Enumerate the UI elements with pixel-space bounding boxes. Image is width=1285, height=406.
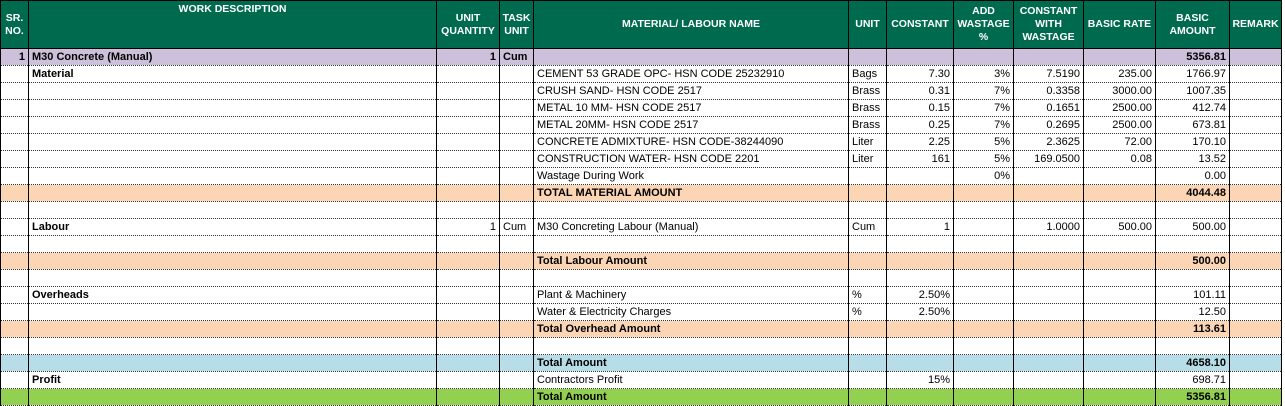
table-row — [1, 321, 1282, 338]
cell-task-unit[interactable] — [500, 202, 534, 219]
cell-unit[interactable]: Bags — [849, 66, 887, 83]
table-row — [1, 338, 1282, 355]
cell-material-labour-name[interactable]: CONCRETE ADMIXTURE- HSN CODE-38244090 — [534, 134, 849, 151]
cell-add-wastage[interactable] — [954, 202, 1014, 219]
table-row — [1, 236, 1282, 253]
cell-constant[interactable]: 2.25 — [887, 134, 954, 151]
cell-remark[interactable] — [1230, 270, 1282, 287]
header-add-wastage[interactable]: ADD WASTAGE % — [954, 1, 1014, 49]
cell-constant-with-wastage[interactable] — [1014, 202, 1084, 219]
cell-work-description[interactable]: Labour — [29, 219, 437, 236]
table-row — [1, 355, 1282, 372]
cell-material-labour-name[interactable]: Total Amount — [534, 389, 849, 406]
cell-basic-amount[interactable]: 4044.48 — [1156, 185, 1230, 202]
cell-material-labour-name[interactable]: Contractors Profit — [534, 372, 849, 389]
cell-basic-rate[interactable]: 235.00 — [1084, 66, 1156, 83]
cell-unit-quantity[interactable] — [437, 100, 500, 117]
cell-basic-rate[interactable]: 2500.00 — [1084, 100, 1156, 117]
cell-constant-with-wastage[interactable] — [1014, 253, 1084, 270]
cell-material-labour-name[interactable] — [534, 49, 849, 66]
header-constant[interactable]: CONSTANT — [887, 1, 954, 49]
cell-basic-amount[interactable] — [1156, 338, 1230, 355]
cell-unit[interactable] — [849, 321, 887, 338]
cell-add-wastage[interactable] — [954, 389, 1014, 406]
cell-basic-amount[interactable]: 500.00 — [1156, 253, 1230, 270]
cell-work-description[interactable] — [29, 253, 437, 270]
cell-unit[interactable]: Brass — [849, 83, 887, 100]
cell-basic-amount[interactable]: 5356.81 — [1156, 389, 1230, 406]
cell-constant[interactable]: 7.30 — [887, 66, 954, 83]
table-row — [1, 134, 1282, 151]
cell-remark[interactable] — [1230, 253, 1282, 270]
cell-constant[interactable]: 15% — [887, 372, 954, 389]
cell-add-wastage[interactable] — [954, 321, 1014, 338]
cell-task-unit[interactable] — [500, 304, 534, 321]
table-row — [1, 287, 1282, 304]
cell-constant[interactable]: 2.50% — [887, 304, 954, 321]
cell-sr-no[interactable] — [1, 185, 29, 202]
cell-sr-no[interactable] — [1, 253, 29, 270]
cell-sr-no[interactable] — [1, 202, 29, 219]
cell-remark[interactable] — [1230, 151, 1282, 168]
cell-task-unit[interactable] — [500, 287, 534, 304]
cell-constant-with-wastage[interactable]: 7.5190 — [1014, 66, 1084, 83]
cell-work-description[interactable] — [29, 270, 437, 287]
cell-constant[interactable] — [887, 49, 954, 66]
cell-unit[interactable] — [849, 270, 887, 287]
cell-unit[interactable] — [849, 355, 887, 372]
cell-work-description[interactable] — [29, 117, 437, 134]
cell-constant[interactable] — [887, 168, 954, 185]
cell-remark[interactable] — [1230, 372, 1282, 389]
cell-work-description[interactable] — [29, 168, 437, 185]
cell-basic-amount[interactable]: 1766.97 — [1156, 66, 1230, 83]
cell-remark[interactable] — [1230, 117, 1282, 134]
cell-unit-quantity[interactable] — [437, 270, 500, 287]
cell-sr-no[interactable] — [1, 100, 29, 117]
cell-remark[interactable] — [1230, 355, 1282, 372]
cell-constant-with-wastage[interactable] — [1014, 304, 1084, 321]
cell-basic-rate[interactable]: 72.00 — [1084, 134, 1156, 151]
cell-material-labour-name[interactable]: Total Labour Amount — [534, 253, 849, 270]
cell-remark[interactable] — [1230, 185, 1282, 202]
table-row — [1, 151, 1282, 168]
cell-sr-no[interactable] — [1, 219, 29, 236]
cell-unit-quantity[interactable] — [437, 202, 500, 219]
cell-work-description[interactable]: Profit — [29, 372, 437, 389]
cell-basic-amount[interactable]: 13.52 — [1156, 151, 1230, 168]
cell-basic-rate[interactable] — [1084, 355, 1156, 372]
cell-remark[interactable] — [1230, 304, 1282, 321]
cell-add-wastage[interactable]: 7% — [954, 100, 1014, 117]
cell-basic-amount[interactable]: 673.81 — [1156, 117, 1230, 134]
cell-basic-amount[interactable] — [1156, 236, 1230, 253]
cell-add-wastage[interactable]: 5% — [954, 134, 1014, 151]
cell-task-unit[interactable] — [500, 372, 534, 389]
cell-basic-rate[interactable] — [1084, 168, 1156, 185]
header-constant-with-wastage[interactable]: CONSTANT WITH WASTAGE — [1014, 1, 1084, 49]
cell-constant-with-wastage[interactable] — [1014, 389, 1084, 406]
cell-unit-quantity[interactable] — [437, 372, 500, 389]
cell-work-description[interactable] — [29, 185, 437, 202]
cell-task-unit[interactable] — [500, 389, 534, 406]
cell-constant[interactable] — [887, 389, 954, 406]
cell-basic-rate[interactable] — [1084, 49, 1156, 66]
cell-basic-rate[interactable] — [1084, 236, 1156, 253]
cell-add-wastage[interactable] — [954, 355, 1014, 372]
cell-unit-quantity[interactable] — [437, 236, 500, 253]
cell-add-wastage[interactable]: 5% — [954, 151, 1014, 168]
cell-basic-amount[interactable]: 5356.81 — [1156, 49, 1230, 66]
table-row — [1, 253, 1282, 270]
cell-work-description[interactable] — [29, 355, 437, 372]
cell-constant-with-wastage[interactable]: 1.0000 — [1014, 219, 1084, 236]
cell-basic-rate[interactable]: 0.08 — [1084, 151, 1156, 168]
cell-add-wastage[interactable] — [954, 304, 1014, 321]
cell-remark[interactable] — [1230, 134, 1282, 151]
cell-material-labour-name[interactable]: M30 Concreting Labour (Manual) — [534, 219, 849, 236]
cell-constant[interactable]: 0.15 — [887, 100, 954, 117]
cell-constant[interactable] — [887, 236, 954, 253]
cell-work-description[interactable] — [29, 304, 437, 321]
cell-constant-with-wastage[interactable] — [1014, 49, 1084, 66]
header-unit[interactable]: UNIT — [849, 1, 887, 49]
cell-task-unit[interactable] — [500, 83, 534, 100]
cell-unit-quantity[interactable] — [437, 185, 500, 202]
cell-work-description[interactable] — [29, 202, 437, 219]
header-row — [1, 1, 1282, 49]
cell-constant[interactable]: 1 — [887, 219, 954, 236]
cell-sr-no[interactable] — [1, 66, 29, 83]
cell-constant[interactable]: 2.50% — [887, 287, 954, 304]
table-row — [1, 270, 1282, 287]
cell-constant-with-wastage[interactable] — [1014, 168, 1084, 185]
cell-sr-no[interactable] — [1, 270, 29, 287]
cell-constant[interactable] — [887, 338, 954, 355]
cell-constant-with-wastage[interactable] — [1014, 355, 1084, 372]
cell-material-labour-name[interactable]: CEMENT 53 GRADE OPC- HSN CODE 25232910 — [534, 66, 849, 83]
cell-basic-rate[interactable]: 500.00 — [1084, 219, 1156, 236]
cell-material-labour-name[interactable]: METAL 20MM- HSN CODE 2517 — [534, 117, 849, 134]
cell-remark[interactable] — [1230, 168, 1282, 185]
header-remark[interactable]: REMARK — [1230, 1, 1282, 49]
cell-work-description[interactable] — [29, 134, 437, 151]
cell-unit[interactable]: Brass — [849, 117, 887, 134]
cell-basic-rate[interactable] — [1084, 321, 1156, 338]
cell-task-unit[interactable]: Cum — [500, 49, 534, 66]
cell-add-wastage[interactable] — [954, 236, 1014, 253]
header-material-labour-name[interactable]: MATERIAL/ LABOUR NAME — [534, 1, 849, 49]
header-basic-amount[interactable]: BASIC AMOUNT — [1156, 1, 1230, 49]
header-work-description[interactable]: WORK DESCRIPTION — [29, 1, 437, 49]
cell-unit-quantity[interactable] — [437, 321, 500, 338]
cell-task-unit[interactable] — [500, 185, 534, 202]
cell-material-labour-name[interactable]: Total Amount — [534, 355, 849, 372]
cell-task-unit[interactable] — [500, 134, 534, 151]
table-row — [1, 49, 1282, 66]
cell-remark[interactable] — [1230, 66, 1282, 83]
cell-work-description[interactable] — [29, 100, 437, 117]
cell-constant-with-wastage[interactable]: 0.1651 — [1014, 100, 1084, 117]
cell-unit-quantity[interactable] — [437, 66, 500, 83]
cell-basic-rate[interactable] — [1084, 304, 1156, 321]
table-row — [1, 202, 1282, 219]
cell-basic-amount[interactable]: 1007.35 — [1156, 83, 1230, 100]
table-row — [1, 117, 1282, 134]
cell-material-labour-name[interactable] — [534, 202, 849, 219]
cell-material-labour-name[interactable]: Wastage During Work — [534, 168, 849, 185]
cell-task-unit[interactable] — [500, 355, 534, 372]
cell-sr-no[interactable] — [1, 117, 29, 134]
cell-task-unit[interactable] — [500, 270, 534, 287]
table-row — [1, 304, 1282, 321]
cell-constant[interactable] — [887, 321, 954, 338]
cell-add-wastage[interactable] — [954, 338, 1014, 355]
cell-constant[interactable] — [887, 185, 954, 202]
cell-constant[interactable] — [887, 253, 954, 270]
cell-task-unit[interactable] — [500, 321, 534, 338]
cell-basic-amount[interactable] — [1156, 202, 1230, 219]
cell-task-unit[interactable] — [500, 100, 534, 117]
cell-constant-with-wastage[interactable]: 0.3358 — [1014, 83, 1084, 100]
cell-constant-with-wastage[interactable] — [1014, 236, 1084, 253]
cell-remark[interactable] — [1230, 338, 1282, 355]
cell-add-wastage[interactable]: 3% — [954, 66, 1014, 83]
cell-remark[interactable] — [1230, 202, 1282, 219]
cell-work-description[interactable] — [29, 338, 437, 355]
cell-sr-no[interactable]: 1 — [1, 49, 29, 66]
cell-unit[interactable]: % — [849, 287, 887, 304]
cell-basic-amount[interactable]: 500.00 — [1156, 219, 1230, 236]
table-row — [1, 66, 1282, 83]
cell-unit[interactable] — [849, 253, 887, 270]
cell-add-wastage[interactable] — [954, 219, 1014, 236]
cell-basic-rate[interactable] — [1084, 338, 1156, 355]
cell-unit[interactable]: Cum — [849, 219, 887, 236]
cell-add-wastage[interactable]: 7% — [954, 83, 1014, 100]
cell-sr-no[interactable] — [1, 168, 29, 185]
cell-add-wastage[interactable] — [954, 287, 1014, 304]
cell-unit[interactable]: % — [849, 304, 887, 321]
cell-unit-quantity[interactable]: 1 — [437, 49, 500, 66]
cell-material-labour-name[interactable] — [534, 270, 849, 287]
cell-basic-rate[interactable] — [1084, 185, 1156, 202]
cell-unit-quantity[interactable] — [437, 151, 500, 168]
cell-task-unit[interactable] — [500, 117, 534, 134]
cell-basic-rate[interactable] — [1084, 270, 1156, 287]
cell-unit-quantity[interactable]: 1 — [437, 219, 500, 236]
table-row — [1, 185, 1282, 202]
cell-unit-quantity[interactable] — [437, 287, 500, 304]
cell-work-description[interactable] — [29, 321, 437, 338]
cell-constant-with-wastage[interactable]: 2.3625 — [1014, 134, 1084, 151]
cell-unit[interactable] — [849, 202, 887, 219]
cell-work-description[interactable] — [29, 236, 437, 253]
cell-unit[interactable] — [849, 49, 887, 66]
cell-basic-amount[interactable]: 412.74 — [1156, 100, 1230, 117]
cell-add-wastage[interactable] — [954, 253, 1014, 270]
cell-add-wastage[interactable] — [954, 185, 1014, 202]
cell-unit-quantity[interactable] — [437, 338, 500, 355]
header-sr-no[interactable]: SR. NO. — [1, 1, 29, 49]
cell-basic-rate[interactable] — [1084, 253, 1156, 270]
cell-add-wastage[interactable]: 0% — [954, 168, 1014, 185]
cell-constant[interactable]: 161 — [887, 151, 954, 168]
cell-sr-no[interactable] — [1, 304, 29, 321]
cell-unit-quantity[interactable] — [437, 253, 500, 270]
cell-work-description[interactable]: M30 Concrete (Manual) — [29, 49, 437, 66]
cell-remark[interactable] — [1230, 100, 1282, 117]
cell-basic-rate[interactable] — [1084, 202, 1156, 219]
cell-unit-quantity[interactable] — [437, 355, 500, 372]
cell-basic-amount[interactable]: 12.50 — [1156, 304, 1230, 321]
cell-task-unit[interactable] — [500, 66, 534, 83]
cell-unit-quantity[interactable] — [437, 134, 500, 151]
cell-material-labour-name[interactable]: CRUSH SAND- HSN CODE 2517 — [534, 83, 849, 100]
table-row — [1, 100, 1282, 117]
cell-sr-no[interactable] — [1, 151, 29, 168]
cell-task-unit[interactable] — [500, 236, 534, 253]
cell-basic-rate[interactable] — [1084, 389, 1156, 406]
cell-constant-with-wastage[interactable] — [1014, 270, 1084, 287]
cell-material-labour-name[interactable]: Water & Electricity Charges — [534, 304, 849, 321]
cell-sr-no[interactable] — [1, 355, 29, 372]
cell-unit[interactable]: Brass — [849, 100, 887, 117]
cell-constant-with-wastage[interactable] — [1014, 287, 1084, 304]
cell-add-wastage[interactable] — [954, 270, 1014, 287]
header-basic-rate[interactable]: BASIC RATE — [1084, 1, 1156, 49]
cell-sr-no[interactable] — [1, 321, 29, 338]
cell-constant-with-wastage[interactable] — [1014, 372, 1084, 389]
cell-sr-no[interactable] — [1, 134, 29, 151]
cell-task-unit[interactable] — [500, 338, 534, 355]
table-row — [1, 372, 1282, 389]
cell-material-labour-name[interactable]: Total Overhead Amount — [534, 321, 849, 338]
cell-basic-rate[interactable]: 2500.00 — [1084, 117, 1156, 134]
cell-constant-with-wastage[interactable] — [1014, 338, 1084, 355]
cell-basic-amount[interactable]: 113.61 — [1156, 321, 1230, 338]
cell-constant-with-wastage[interactable]: 169.0500 — [1014, 151, 1084, 168]
cell-constant-with-wastage[interactable]: 0.2695 — [1014, 117, 1084, 134]
cell-task-unit[interactable] — [500, 151, 534, 168]
cell-basic-amount[interactable]: 101.11 — [1156, 287, 1230, 304]
cell-basic-amount[interactable]: 0.00 — [1156, 168, 1230, 185]
table-row — [1, 389, 1282, 406]
cell-remark[interactable] — [1230, 49, 1282, 66]
cell-work-description[interactable]: Overheads — [29, 287, 437, 304]
cell-add-wastage[interactable]: 7% — [954, 117, 1014, 134]
cell-material-labour-name[interactable]: Plant & Machinery — [534, 287, 849, 304]
header-task-unit[interactable]: TASK UNIT — [500, 1, 534, 49]
cell-sr-no[interactable] — [1, 338, 29, 355]
cell-unit-quantity[interactable] — [437, 168, 500, 185]
cell-work-description[interactable]: Material — [29, 66, 437, 83]
cell-material-labour-name[interactable] — [534, 236, 849, 253]
cell-basic-amount[interactable]: 698.71 — [1156, 372, 1230, 389]
cell-constant[interactable]: 0.25 — [887, 117, 954, 134]
cell-add-wastage[interactable] — [954, 49, 1014, 66]
cell-unit[interactable] — [849, 389, 887, 406]
table-row — [1, 168, 1282, 185]
cell-unit[interactable] — [849, 372, 887, 389]
table-row — [1, 219, 1282, 236]
cell-constant[interactable]: 0.31 — [887, 83, 954, 100]
header-unit-quantity[interactable]: UNIT QUANTITY — [437, 1, 500, 49]
cell-sr-no[interactable] — [1, 372, 29, 389]
cell-constant[interactable] — [887, 355, 954, 372]
cell-unit-quantity[interactable] — [437, 83, 500, 100]
cell-unit[interactable] — [849, 168, 887, 185]
cell-basic-rate[interactable] — [1084, 287, 1156, 304]
cell-work-description[interactable] — [29, 151, 437, 168]
cell-task-unit[interactable]: Cum — [500, 219, 534, 236]
cell-basic-amount[interactable]: 4658.10 — [1156, 355, 1230, 372]
cell-work-description[interactable] — [29, 83, 437, 100]
cell-unit-quantity[interactable] — [437, 117, 500, 134]
cell-material-labour-name[interactable]: METAL 10 MM- HSN CODE 2517 — [534, 100, 849, 117]
cell-basic-rate[interactable]: 3000.00 — [1084, 83, 1156, 100]
cell-remark[interactable] — [1230, 389, 1282, 406]
cell-unit-quantity[interactable] — [437, 304, 500, 321]
table-row — [1, 83, 1282, 100]
cell-material-labour-name[interactable]: TOTAL MATERIAL AMOUNT — [534, 185, 849, 202]
cell-sr-no[interactable] — [1, 236, 29, 253]
cell-remark[interactable] — [1230, 219, 1282, 236]
cell-basic-amount[interactable] — [1156, 270, 1230, 287]
cell-constant[interactable] — [887, 270, 954, 287]
cell-constant-with-wastage[interactable] — [1014, 321, 1084, 338]
cell-basic-amount[interactable]: 170.10 — [1156, 134, 1230, 151]
cell-unit-quantity[interactable] — [437, 389, 500, 406]
cell-unit[interactable]: Liter — [849, 151, 887, 168]
cell-unit[interactable] — [849, 338, 887, 355]
cell-sr-no[interactable] — [1, 83, 29, 100]
cell-add-wastage[interactable] — [954, 372, 1014, 389]
cell-material-labour-name[interactable]: CONSTRUCTION WATER- HSN CODE 2201 — [534, 151, 849, 168]
cell-remark[interactable] — [1230, 321, 1282, 338]
cell-sr-no[interactable] — [1, 287, 29, 304]
cell-basic-rate[interactable] — [1084, 372, 1156, 389]
cell-work-description[interactable] — [29, 389, 437, 406]
cell-unit[interactable] — [849, 236, 887, 253]
cell-constant-with-wastage[interactable] — [1014, 185, 1084, 202]
cell-constant[interactable] — [887, 202, 954, 219]
cell-unit[interactable] — [849, 185, 887, 202]
cell-remark[interactable] — [1230, 236, 1282, 253]
cell-sr-no[interactable] — [1, 389, 29, 406]
table-body — [1, 49, 1282, 406]
cell-remark[interactable] — [1230, 83, 1282, 100]
cell-task-unit[interactable] — [500, 168, 534, 185]
cell-material-labour-name[interactable] — [534, 338, 849, 355]
cell-task-unit[interactable] — [500, 253, 534, 270]
cell-remark[interactable] — [1230, 287, 1282, 304]
cell-unit[interactable]: Liter — [849, 134, 887, 151]
